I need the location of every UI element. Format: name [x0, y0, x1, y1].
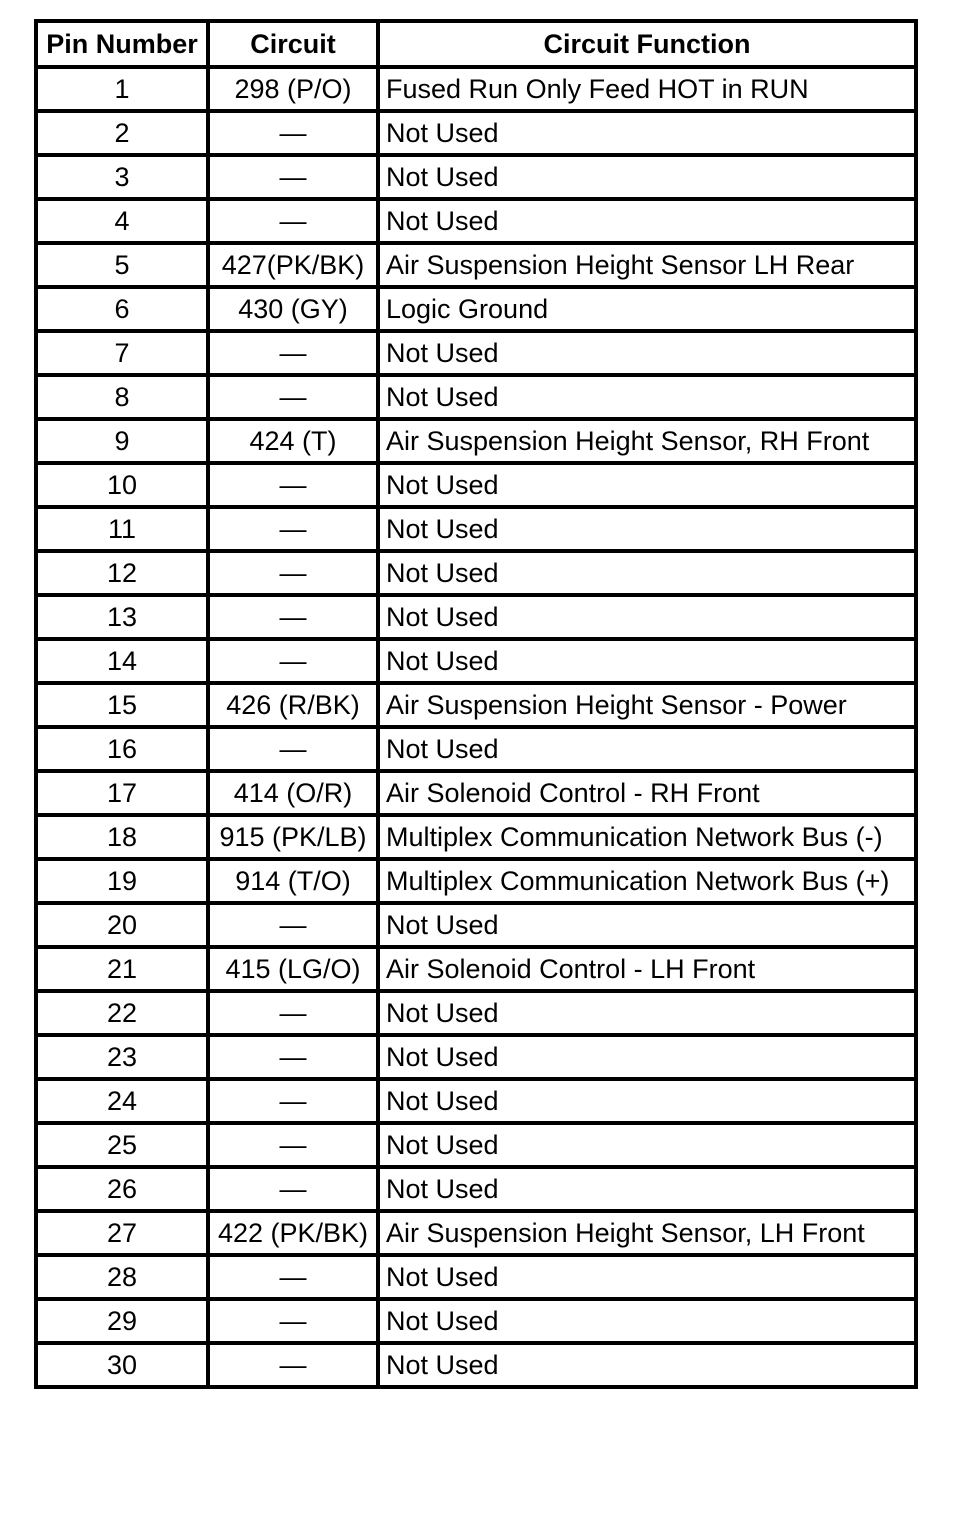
- circuit-function-cell: Not Used: [378, 639, 916, 683]
- pin-number-cell: 12: [36, 551, 208, 595]
- table-row: [36, 463, 916, 507]
- circuit-function-cell: Not Used: [378, 1167, 916, 1211]
- table-row: [36, 1167, 916, 1211]
- table-row: [36, 639, 916, 683]
- circuit-function-cell: Not Used: [378, 1255, 916, 1299]
- pin-number-cell: 5: [36, 243, 208, 287]
- table-row: [36, 287, 916, 331]
- circuit-cell: 422 (PK/BK): [208, 1211, 378, 1255]
- table-row: [36, 903, 916, 947]
- table-row: [36, 815, 916, 859]
- circuit-function-cell: Air Solenoid Control - LH Front: [378, 947, 916, 991]
- pin-number-cell: 25: [36, 1123, 208, 1167]
- pin-number-cell: 17: [36, 771, 208, 815]
- table-row: [36, 155, 916, 199]
- table-row: [36, 1079, 916, 1123]
- header-pin-number: Pin Number: [36, 21, 208, 67]
- table-row: [36, 507, 916, 551]
- circuit-function-cell: Not Used: [378, 1299, 916, 1343]
- pin-function-table: [34, 19, 918, 1389]
- circuit-function-cell: Air Solenoid Control - RH Front: [378, 771, 916, 815]
- pin-number-cell: 22: [36, 991, 208, 1035]
- table-row: [36, 419, 916, 463]
- pin-number-cell: 23: [36, 1035, 208, 1079]
- circuit-cell: 426 (R/BK): [208, 683, 378, 727]
- table-row: [36, 595, 916, 639]
- circuit-function-cell: Not Used: [378, 551, 916, 595]
- circuit-function-cell: Not Used: [378, 331, 916, 375]
- circuit-cell: 414 (O/R): [208, 771, 378, 815]
- circuit-cell: —: [208, 903, 378, 947]
- circuit-function-cell: Air Suspension Height Sensor LH Rear: [378, 243, 916, 287]
- circuit-cell: 298 (P/O): [208, 67, 378, 111]
- circuit-cell: —: [208, 507, 378, 551]
- circuit-cell: 430 (GY): [208, 287, 378, 331]
- circuit-cell: 427(PK/BK): [208, 243, 378, 287]
- pin-number-cell: 13: [36, 595, 208, 639]
- circuit-cell: —: [208, 331, 378, 375]
- circuit-function-cell: Fused Run Only Feed HOT in RUN: [378, 67, 916, 111]
- pin-number-cell: 16: [36, 727, 208, 771]
- circuit-cell: —: [208, 1167, 378, 1211]
- pin-number-cell: 6: [36, 287, 208, 331]
- pin-number-cell: 4: [36, 199, 208, 243]
- circuit-cell: 415 (LG/O): [208, 947, 378, 991]
- circuit-cell: —: [208, 1343, 378, 1387]
- pin-number-cell: 19: [36, 859, 208, 903]
- table-row: [36, 1255, 916, 1299]
- table-row: [36, 1123, 916, 1167]
- circuit-cell: —: [208, 199, 378, 243]
- circuit-cell: —: [208, 1079, 378, 1123]
- table-row: [36, 771, 916, 815]
- pin-number-cell: 8: [36, 375, 208, 419]
- pin-number-cell: 11: [36, 507, 208, 551]
- circuit-function-cell: Not Used: [378, 1343, 916, 1387]
- pin-number-cell: 7: [36, 331, 208, 375]
- table-row: [36, 1035, 916, 1079]
- circuit-function-cell: Not Used: [378, 375, 916, 419]
- table-row: [36, 331, 916, 375]
- circuit-function-cell: Not Used: [378, 903, 916, 947]
- pin-number-cell: 1: [36, 67, 208, 111]
- table-row: [36, 199, 916, 243]
- circuit-cell: —: [208, 1035, 378, 1079]
- circuit-cell: —: [208, 595, 378, 639]
- pin-number-cell: 21: [36, 947, 208, 991]
- table-body: [36, 67, 916, 1387]
- circuit-cell: —: [208, 1299, 378, 1343]
- circuit-function-cell: Not Used: [378, 595, 916, 639]
- circuit-function-cell: Air Suspension Height Sensor, LH Front: [378, 1211, 916, 1255]
- circuit-function-cell: Multiplex Communication Network Bus (+): [378, 859, 916, 903]
- pin-number-cell: 3: [36, 155, 208, 199]
- circuit-function-cell: Not Used: [378, 155, 916, 199]
- circuit-cell: —: [208, 551, 378, 595]
- circuit-cell: —: [208, 991, 378, 1035]
- pin-number-cell: 2: [36, 111, 208, 155]
- header-circuit-function: Circuit Function: [378, 21, 916, 67]
- circuit-cell: —: [208, 463, 378, 507]
- table-header: [36, 21, 916, 67]
- circuit-function-cell: Not Used: [378, 1035, 916, 1079]
- table-row: [36, 1343, 916, 1387]
- table-row: [36, 67, 916, 111]
- table-row: [36, 859, 916, 903]
- table-row: [36, 991, 916, 1035]
- pin-number-cell: 29: [36, 1299, 208, 1343]
- pin-number-cell: 20: [36, 903, 208, 947]
- header-circuit: Circuit: [208, 21, 378, 67]
- header-row: [36, 21, 916, 67]
- circuit-cell: —: [208, 727, 378, 771]
- pin-number-cell: 14: [36, 639, 208, 683]
- circuit-cell: 915 (PK/LB): [208, 815, 378, 859]
- circuit-function-cell: Not Used: [378, 111, 916, 155]
- pin-number-cell: 9: [36, 419, 208, 463]
- circuit-cell: —: [208, 1255, 378, 1299]
- table-row: [36, 551, 916, 595]
- table-row: [36, 683, 916, 727]
- pin-number-cell: 18: [36, 815, 208, 859]
- pin-number-cell: 24: [36, 1079, 208, 1123]
- circuit-cell: —: [208, 1123, 378, 1167]
- circuit-function-cell: Air Suspension Height Sensor - Power: [378, 683, 916, 727]
- pin-number-cell: 28: [36, 1255, 208, 1299]
- circuit-cell: 914 (T/O): [208, 859, 378, 903]
- circuit-function-cell: Not Used: [378, 199, 916, 243]
- circuit-function-cell: Not Used: [378, 1123, 916, 1167]
- circuit-cell: —: [208, 155, 378, 199]
- table-row: [36, 375, 916, 419]
- pin-number-cell: 30: [36, 1343, 208, 1387]
- circuit-function-cell: Not Used: [378, 507, 916, 551]
- pin-number-cell: 27: [36, 1211, 208, 1255]
- circuit-function-cell: Not Used: [378, 727, 916, 771]
- table-row: [36, 111, 916, 155]
- circuit-function-cell: Not Used: [378, 1079, 916, 1123]
- circuit-cell: 424 (T): [208, 419, 378, 463]
- table-row: [36, 1299, 916, 1343]
- circuit-function-cell: Logic Ground: [378, 287, 916, 331]
- table-row: [36, 947, 916, 991]
- table-row: [36, 727, 916, 771]
- table-row: [36, 1211, 916, 1255]
- circuit-function-cell: Not Used: [378, 991, 916, 1035]
- circuit-function-cell: Multiplex Communication Network Bus (-): [378, 815, 916, 859]
- pin-number-cell: 26: [36, 1167, 208, 1211]
- circuit-cell: —: [208, 639, 378, 683]
- circuit-function-cell: Not Used: [378, 463, 916, 507]
- circuit-cell: —: [208, 375, 378, 419]
- circuit-cell: —: [208, 111, 378, 155]
- pin-number-cell: 15: [36, 683, 208, 727]
- pin-number-cell: 10: [36, 463, 208, 507]
- table-row: [36, 243, 916, 287]
- circuit-function-cell: Air Suspension Height Sensor, RH Front: [378, 419, 916, 463]
